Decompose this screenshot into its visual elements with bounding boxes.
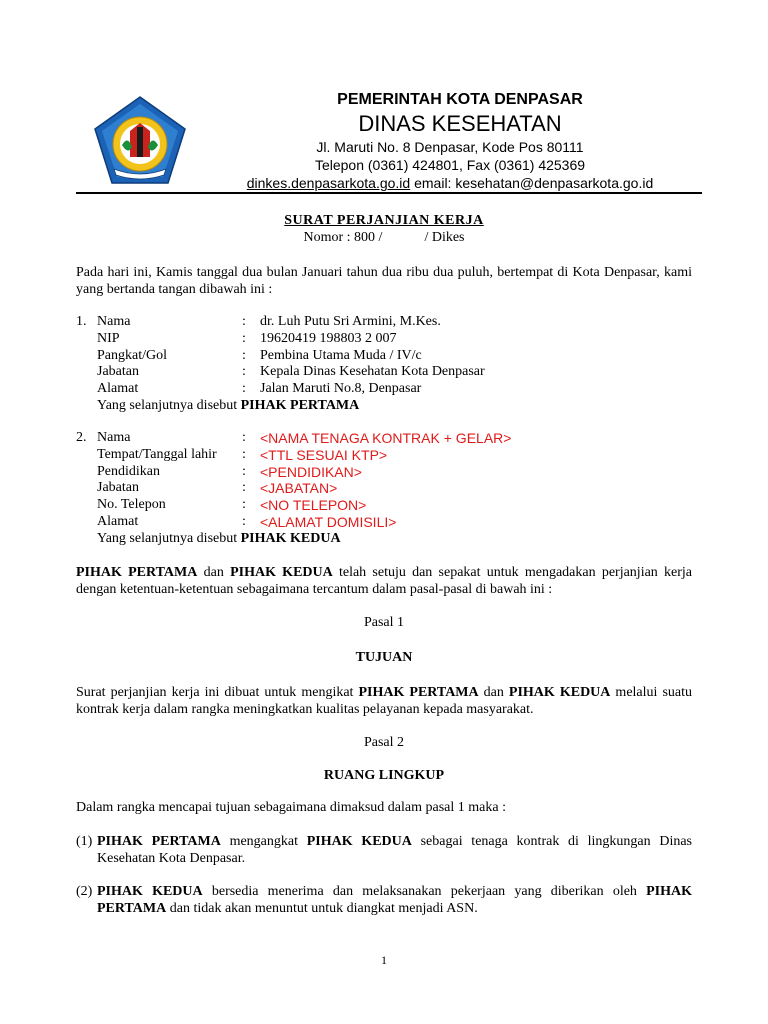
party-two-designation bbox=[76, 531, 696, 548]
party-one-ref: PIHAK PERTAMA bbox=[97, 884, 693, 916]
party-one-ref: PIHAK PERTAMA bbox=[358, 685, 479, 700]
party-one-row bbox=[76, 381, 696, 398]
letter-number: Nomor : 800 / / Dikes bbox=[303, 230, 465, 245]
government-name: PEMERINTAH KOTA DENPASAR bbox=[337, 91, 583, 108]
field-colon: : bbox=[242, 480, 246, 496]
field-value: 19620419 198803 2 007 bbox=[260, 330, 397, 346]
field-colon: : bbox=[242, 463, 246, 479]
field-label: NIP bbox=[97, 330, 120, 346]
article-1-label: Pasal 1 bbox=[363, 615, 405, 630]
field-colon: : bbox=[242, 381, 246, 397]
article-2-item-2 bbox=[76, 883, 692, 917]
article-2-item-1 bbox=[76, 833, 692, 867]
party-one-designation bbox=[76, 398, 696, 415]
party-two-ref: PIHAK KEDUA bbox=[508, 685, 611, 700]
party-one-number: 1. bbox=[76, 314, 87, 329]
party-two-ref: PIHAK KEDUA bbox=[230, 565, 333, 580]
intro-paragraph: Pada hari ini, Kamis tanggal dua bulan Januari tahun dua ribu dua puluh, bertempat di Kota Denpasar, kami yang bertanda tangan dibawah ini : bbox=[76, 265, 692, 297]
designation-text: Yang selanjutnya disebut bbox=[97, 397, 241, 413]
paragraph-text: melalui suatu kontrak kerja dalam rangka meningkatkan kualitas pelayanan kepada masyarakat. bbox=[76, 685, 693, 717]
email-text: email: kesehatan@denpasarkota.go.id bbox=[410, 175, 654, 191]
item-text: sebagai tenaga kontrak di lingkungan Dinas Kesehatan Kota Denpasar. bbox=[97, 834, 693, 866]
agreement-paragraph bbox=[76, 564, 692, 598]
party-two-row bbox=[76, 480, 696, 497]
field-label: Alamat bbox=[97, 513, 139, 529]
office-contact bbox=[190, 174, 710, 192]
article-2-label: Pasal 2 bbox=[363, 735, 405, 750]
website-link[interactable]: dinkes.denpasarkota.go.id bbox=[246, 175, 411, 191]
field-label: Pangkat/Gol bbox=[97, 347, 167, 363]
field-label: Pendidikan bbox=[97, 463, 160, 479]
party-two-row bbox=[76, 497, 696, 514]
department-name: DINAS KESEHATAN bbox=[358, 111, 562, 136]
party-one bbox=[76, 314, 696, 415]
item-text: dan tidak akan menuntut untuk diangkat menjadi ASN. bbox=[166, 901, 478, 916]
field-colon: : bbox=[242, 314, 246, 329]
party-one-row bbox=[76, 314, 696, 331]
list-item-text bbox=[97, 883, 692, 917]
list-item-text bbox=[97, 833, 692, 867]
placeholder-value[interactable]: <TTL SESUAI KTP> bbox=[260, 446, 388, 463]
article-2-intro: Dalam rangka mencapai tujuan sebagaimana dimaksud dalam pasal 1 maka : bbox=[76, 800, 506, 815]
field-colon: : bbox=[242, 446, 246, 462]
party-two-row bbox=[76, 464, 696, 481]
party-two-number: 2. bbox=[76, 430, 87, 445]
office-address: Jl. Maruti No. 8 Denpasar, Kode Pos 80111 bbox=[316, 139, 584, 155]
party-one-ref: PIHAK PERTAMA bbox=[76, 565, 198, 580]
party-one-ref: PIHAK PERTAMA bbox=[97, 834, 221, 849]
placeholder-value[interactable]: <PENDIDIKAN> bbox=[260, 463, 362, 480]
party-two-row bbox=[76, 430, 696, 447]
letterhead-divider bbox=[76, 192, 702, 194]
designation-text: Yang selanjutnya disebut bbox=[97, 530, 241, 546]
letter-title: SURAT PERJANJIAN KERJA bbox=[284, 213, 484, 228]
party-one-row bbox=[76, 331, 696, 348]
party-two bbox=[76, 430, 696, 548]
field-label: Jabatan bbox=[97, 480, 139, 496]
item-text: mengangkat bbox=[220, 834, 307, 849]
conjunction: dan bbox=[478, 685, 509, 700]
field-label: Tempat/Tanggal lahir bbox=[97, 446, 217, 462]
field-value: dr. Luh Putu Sri Armini, M.Kes. bbox=[260, 314, 441, 329]
field-colon: : bbox=[242, 497, 246, 513]
paragraph-text: Surat perjanjian kerja ini dibuat untuk mengikat bbox=[76, 685, 359, 700]
field-colon: : bbox=[242, 513, 246, 529]
field-label: Nama bbox=[97, 314, 131, 329]
item-text: bersedia menerima dan melaksanakan pekerjaan yang diberikan oleh bbox=[202, 884, 647, 899]
party-two-ref: PIHAK KEDUA bbox=[97, 884, 203, 899]
placeholder-value[interactable]: <NO TELEPON> bbox=[260, 497, 367, 514]
party-two-row bbox=[76, 514, 696, 531]
field-label: Nama bbox=[97, 430, 131, 445]
field-value: Kepala Dinas Kesehatan Kota Denpasar bbox=[260, 364, 485, 380]
party-one-row bbox=[76, 348, 696, 365]
party-one-row bbox=[76, 364, 696, 381]
placeholder-value[interactable]: <JABATAN> bbox=[260, 480, 338, 497]
placeholder-value[interactable]: <NAMA TENAGA KONTRAK + GELAR> bbox=[260, 430, 512, 446]
party-two-row bbox=[76, 447, 696, 464]
conjunction: dan bbox=[197, 565, 231, 580]
field-label: No. Telepon bbox=[97, 497, 166, 513]
field-label: Alamat bbox=[97, 381, 139, 397]
placeholder-value[interactable]: <ALAMAT DOMISILI> bbox=[260, 513, 397, 530]
field-value: Jalan Maruti No.8, Denpasar bbox=[260, 381, 422, 397]
article-2-heading: RUANG LINGKUP bbox=[323, 768, 445, 783]
agreement-text: telah setuju dan sepakat untuk mengadakan perjanjian kerja dengan ketentuan-ketentuan sebagaimana tercantum dalam pasal-pasal di bawah ini : bbox=[76, 565, 693, 597]
article-1-paragraph bbox=[76, 684, 692, 718]
letter-title-block bbox=[76, 212, 692, 246]
article-1-heading: TUJUAN bbox=[355, 650, 413, 665]
party-two-ref: PIHAK KEDUA bbox=[306, 834, 412, 849]
list-marker: (2) bbox=[76, 884, 93, 899]
city-emblem-logo bbox=[92, 95, 188, 187]
field-value: Pembina Utama Muda / IV/c bbox=[260, 347, 422, 363]
field-label: Jabatan bbox=[97, 364, 139, 380]
designation-party: PIHAK PERTAMA bbox=[240, 397, 360, 413]
field-colon: : bbox=[242, 330, 246, 346]
field-colon: : bbox=[242, 347, 246, 363]
designation-party: PIHAK KEDUA bbox=[240, 530, 341, 546]
field-colon: : bbox=[242, 430, 246, 445]
list-marker: (1) bbox=[76, 834, 93, 849]
field-colon: : bbox=[242, 364, 246, 380]
page-number: 1 bbox=[381, 953, 387, 967]
office-phone: Telepon (0361) 424801, Fax (0361) 425369 bbox=[314, 157, 586, 173]
letterhead bbox=[190, 90, 710, 192]
